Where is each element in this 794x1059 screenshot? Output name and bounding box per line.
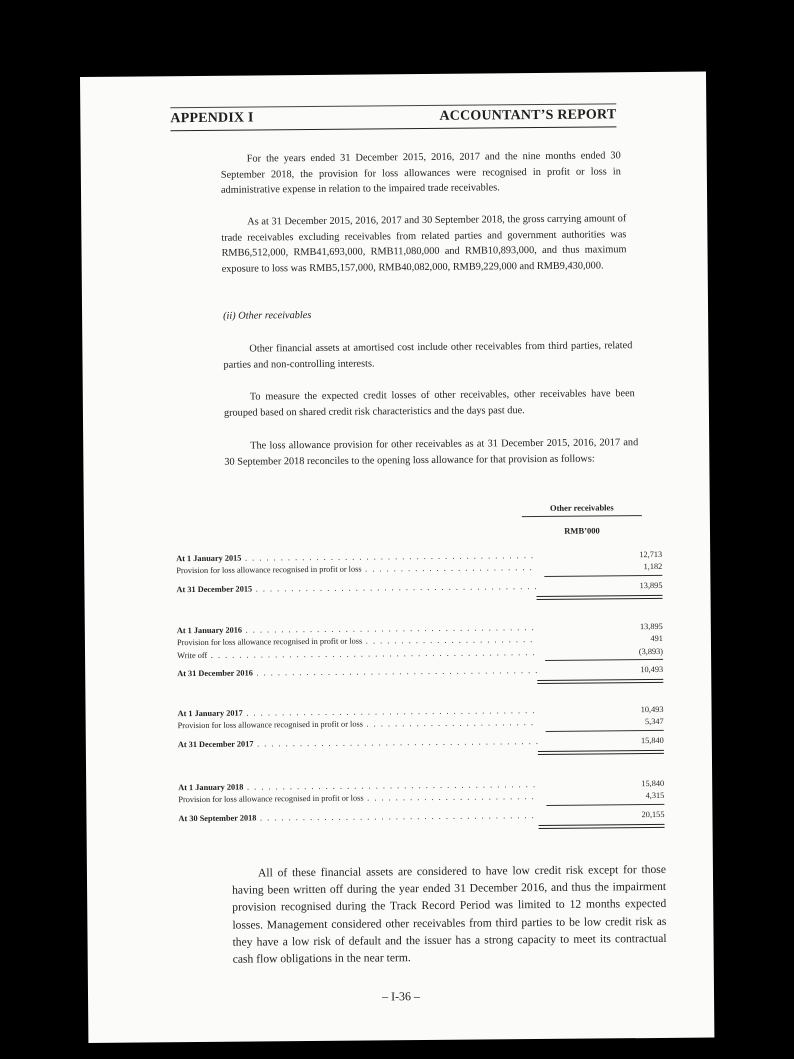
total-value: 20,155 xyxy=(641,809,665,819)
total-double-rule xyxy=(539,824,665,829)
paragraph-expected-credit-losses: To measure the expected credit losses of other receivables, other receivables have been grouped based on shared credit risk characteristics and the days past due. xyxy=(223,388,635,419)
table-row: At 1 January 2016 . . . 13,895 xyxy=(177,618,663,635)
table-total-row: At 31 December 2017 . . . 15,840 xyxy=(178,732,664,749)
paragraph-loss-allowance-reconciliation: The loss allowance provision for other receivables as at 31 December 2015, 2016, 2017 and 30 September 2018 reconciles to the opening loss allowance for that provision as follows: xyxy=(224,437,639,468)
paragraph-impairment-recognition: For the years ended 31 December 2015, 2016, 2017 and the nine months ended 30 September 2018, the provision for loss allowances were recognised in profit or loss in administrative expense in relation to the impaired trade receivables. xyxy=(220,150,621,196)
table-total-row: At 31 December 2016 . . . 10,493 xyxy=(177,661,663,678)
table-row: At 1 January 2017 . . . 10,493 xyxy=(177,701,663,718)
table-row: Write off . . . (3,893) xyxy=(177,643,663,660)
table-row: Provision for loss allowance recognised in profit or loss . . . 5,347 xyxy=(178,713,664,730)
paragraph-gross-carrying-amount: As at 31 December 2015, 2016, 2017 and 30 September 2018, the gross carrying amount of trade receivables excluding receivables from related parties and government authorities was RMB6,512,000, RMB41,693,000, RMB11,080,000 and RMB10,893,000, and thus maximum exposure to loss was RMB5,157,000, RMB40,082,000, RMB9,229,000 and RMB9,430,000. xyxy=(221,213,627,275)
row-value: 10,493 xyxy=(640,704,664,714)
table-block-2015 xyxy=(176,546,662,594)
row-value: (3,893) xyxy=(638,646,664,656)
row-value: 15,840 xyxy=(641,778,665,788)
table-row: At 1 January 2015 . . . 12,713 xyxy=(176,546,662,563)
column-header-unit: RMB’000 xyxy=(564,525,600,536)
row-value: 1,182 xyxy=(643,561,663,572)
header-report-title: ACCOUNTANT’S REPORT xyxy=(439,107,617,124)
total-value: 10,493 xyxy=(640,664,664,675)
row-value: 4,315 xyxy=(645,790,665,801)
table-total-row: At 31 December 2015 . . . 13,895 xyxy=(176,577,662,594)
table-row: Provision for loss allowance recognised in profit or loss . . . 491 xyxy=(177,630,663,647)
table-row: Provision for loss allowance recognised in profit or loss . . . 4,315 xyxy=(178,787,664,804)
table-total-row: At 30 September 2018 . . . 20,155 xyxy=(178,806,664,823)
row-value: 12,713 xyxy=(639,549,663,559)
row-value: 5,347 xyxy=(644,716,664,727)
total-double-rule xyxy=(538,750,664,755)
column-header-other-receivables: Other receivables xyxy=(522,502,642,517)
row-value: 491 xyxy=(650,633,663,644)
document-page xyxy=(80,72,714,1043)
subheading-other-receivables: (ii) Other receivables xyxy=(223,309,312,322)
table-block-2017 xyxy=(177,701,663,749)
total-double-rule xyxy=(537,679,663,684)
page-header xyxy=(170,107,616,131)
total-value: 15,840 xyxy=(640,735,664,745)
table-block-2018 xyxy=(178,775,664,823)
table-row: At 1 January 2018 . . . 15,840 xyxy=(178,775,664,792)
paragraph-low-credit-risk: All of these financial assets are considered to have low credit risk except for those having been written off during the year ended 31 December 2016, and thus the impairment provision recognised during the Track Record Period was limited to 12 months expected losses. Management considered other receivables from third parties to be low credit risk as they have a low risk of default and the issuer has a strong capacity to meet its contractual cash flow obligations in the near term. xyxy=(232,862,667,966)
page-number: – I-36 – xyxy=(381,989,421,1004)
total-double-rule xyxy=(537,595,663,600)
header-appendix-label: APPENDIX I xyxy=(170,110,254,127)
row-value: 13,895 xyxy=(639,621,663,631)
paragraph-other-financial-assets: Other financial assets at amortised cost include other receivables from third parties, related parties and non-controlling interests. xyxy=(223,340,633,371)
total-value: 13,895 xyxy=(639,580,663,590)
table-row: Provision for loss allowance recognised in profit or loss . . . 1,182 xyxy=(176,558,662,575)
table-column-header xyxy=(522,502,642,536)
table-block-2016 xyxy=(177,618,663,678)
